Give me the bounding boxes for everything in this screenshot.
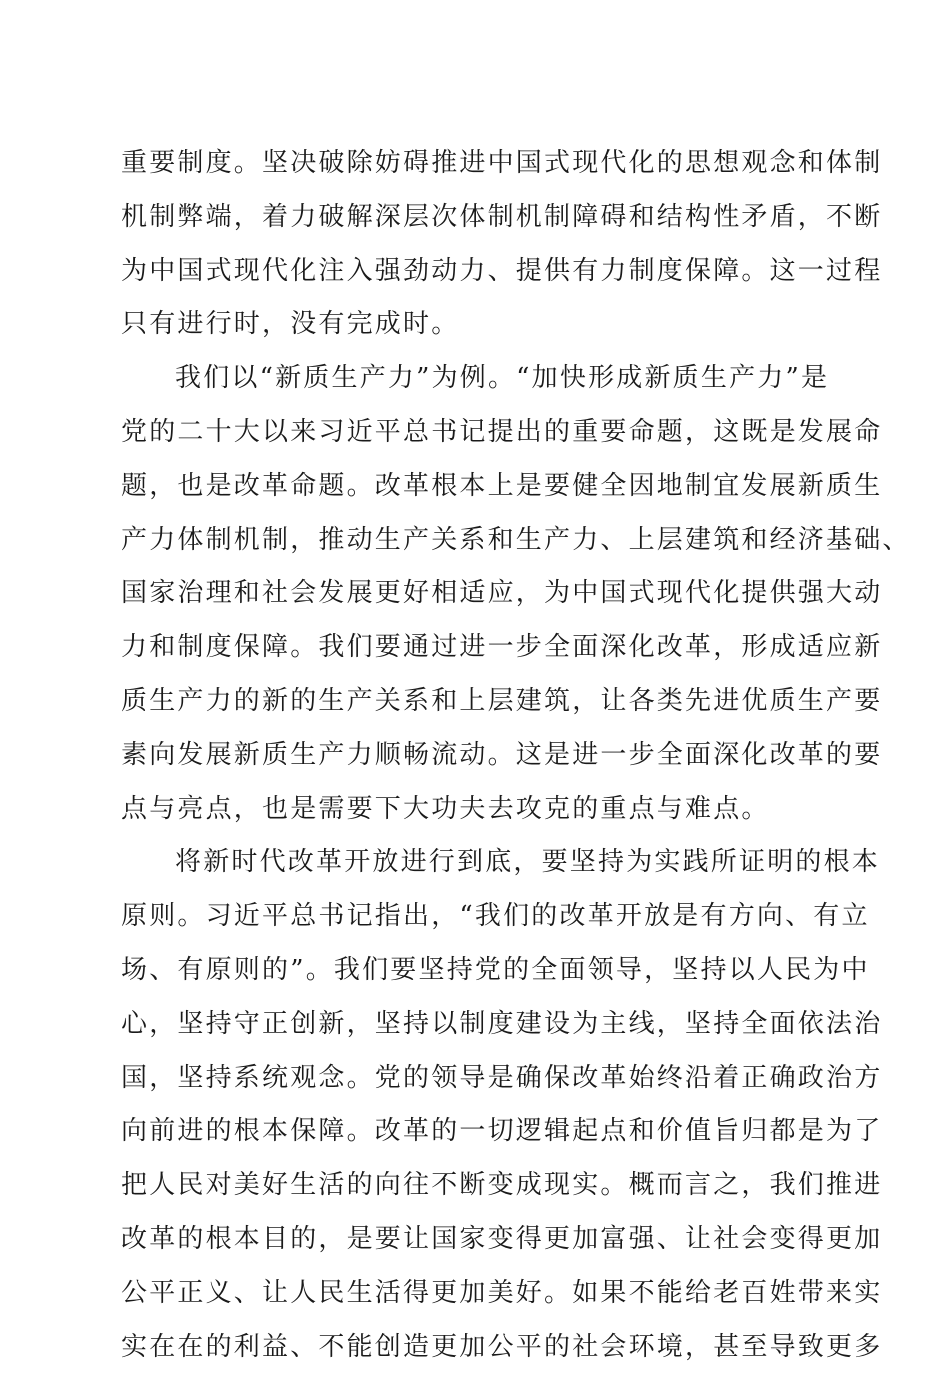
text-line: 把人民对美好生活的向往不断变成现实。概而言之，我们推进: [121, 1170, 883, 1201]
text-line: 素向发展新质生产力顺畅流动。这是进一步全面深化改革的要: [121, 739, 883, 770]
text-line: 力和制度保障。我们要通过进一步全面深化改革，形成适应新: [121, 632, 883, 663]
text-line: 点与亮点，也是需要下大功夫去攻克的重点与难点。: [121, 793, 770, 824]
text-line: 重要制度。坚决破除妨碍推进中国式现代化的思想观念和体制: [121, 148, 883, 178]
paragraph-first-line: 将新时代改革开放进行到底，要坚持为实践所证明的根本: [175, 847, 881, 878]
text-line: 公平正义、让人民生活得更加美好。如果不能给老百姓带来实: [121, 1277, 883, 1308]
text-line: 实在在的利益、不能创造更加公平的社会环境，甚至导致更多: [121, 1331, 883, 1362]
text-line: 国家治理和社会发展更好相适应，为中国式现代化提供强大动: [121, 578, 883, 609]
text-line: 场、有原则的”。我们要坚持党的全面领导，坚持以人民为中: [121, 954, 870, 985]
text-line: 机制弊端，着力破解深层次体制机制障碍和结构性矛盾，不断: [121, 201, 883, 232]
text-line: 产力体制机制，推动生产关系和生产力、上层建筑和经济基础、: [121, 524, 911, 555]
body-text: [121, 137, 911, 1374]
text-line: 向前进的根本保障。改革的一切逻辑起点和价值旨归都是为了: [121, 1116, 883, 1147]
text-line: 只有进行时，没有完成时。: [121, 309, 460, 340]
paragraph-first-line: 我们以“新质生产力”为例。“加快形成新质生产力”是: [175, 363, 830, 394]
text-line: 心，坚持守正创新，坚持以制度建设为主线，坚持全面依法治: [121, 1008, 883, 1039]
text-line: 党的二十大以来习近平总书记提出的重要命题，这既是发展命: [121, 416, 883, 447]
text-line: 为中国式现代化注入强劲动力、提供有力制度保障。这一过程: [121, 255, 883, 286]
text-line: 质生产力的新的生产关系和上层建筑，让各类先进优质生产要: [121, 685, 883, 716]
text-line: 改革的根本目的，是要让国家变得更加富强、让社会变得更加: [121, 1223, 883, 1254]
text-line: 题，也是改革命题。改革根本上是要健全因地制宜发展新质生: [121, 470, 883, 501]
text-line: 国，坚持系统观念。党的领导是确保改革始终沿着正确政治方: [121, 1062, 883, 1093]
text-line: 原则。习近平总书记指出，“我们的改革开放是有方向、有立: [121, 901, 870, 932]
